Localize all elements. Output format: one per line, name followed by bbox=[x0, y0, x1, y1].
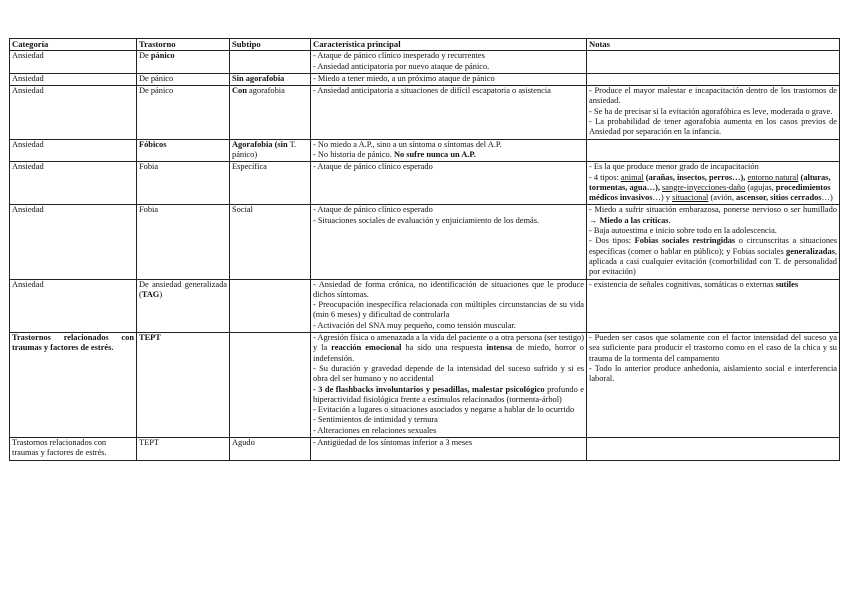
table-row bbox=[10, 51, 840, 74]
caracteristica-line: - Evitación a lugares o situaciones asociados y negarse a hablar de lo ocurrido bbox=[313, 405, 575, 415]
notas-text: o circunscritas a situaciones específicas (comer o hablar en público); y Fobias sociales bbox=[589, 236, 837, 256]
notas-bold: (alturas, tormentas, agua…), bbox=[589, 172, 831, 192]
cell-caracteristica: - Miedo a tener miedo, a un próximo ataque de pánico bbox=[311, 73, 587, 85]
notas-line bbox=[589, 173, 837, 204]
cell-notas bbox=[587, 139, 840, 162]
cell-subtipo bbox=[230, 279, 311, 332]
cell-trastorno bbox=[137, 279, 230, 332]
notas-bold: (arañas, insectos, perros…), bbox=[643, 172, 748, 182]
cell-notas bbox=[587, 51, 840, 74]
caracteristica-bold: No sufre nunca un A.P. bbox=[393, 149, 476, 159]
trastorno-text: ) bbox=[159, 289, 163, 299]
disorders-table bbox=[9, 38, 840, 461]
notas-text: (agujas, bbox=[745, 182, 776, 192]
cell-subtipo: Agudo bbox=[230, 437, 311, 460]
cell-categoria: Ansiedad bbox=[10, 86, 137, 139]
cell-subtipo bbox=[230, 51, 311, 74]
header-categoria: Categoría bbox=[10, 39, 137, 51]
notas-underline: entorno natural bbox=[747, 172, 799, 182]
cell-categoria: Trastornos relacionados con traumas y factores de estrés. bbox=[10, 333, 137, 438]
caracteristica-line bbox=[313, 333, 584, 364]
table-row bbox=[10, 86, 840, 139]
notas-line: - La probabilidad de tener agorafobia aumenta en los casos previos de Ansiedad por separación en la infancia. bbox=[589, 117, 837, 137]
caracteristica-text: ha sido una respuesta bbox=[401, 343, 487, 353]
table-row bbox=[10, 205, 840, 279]
caracteristica-text: profundo e hiperactividad fisiológica frente a estímulos relacionados (tormenta-árbol) bbox=[313, 384, 584, 404]
cell-trastorno bbox=[137, 51, 230, 74]
cell-notas bbox=[587, 162, 840, 205]
caracteristica-line: - Situaciones sociales de evaluación y enjuiciamiento de los demás. bbox=[313, 215, 540, 225]
cell-categoria: Ansiedad bbox=[10, 73, 137, 85]
notas-line: - Todo lo anterior produce anhedonia, aislamiento social e interferencia laboral. bbox=[589, 363, 837, 384]
subtipo-text: T. pánico) bbox=[232, 139, 297, 159]
cell-trastorno: TEPT bbox=[137, 333, 230, 438]
table-row bbox=[10, 333, 840, 438]
notas-text: - existencia de señales cognitivas, somáticas o externas bbox=[589, 279, 776, 289]
cell-trastorno: Fobia bbox=[137, 205, 230, 279]
cell-caracteristica bbox=[311, 333, 587, 438]
caracteristica-line: - Alteraciones en relaciones sexuales bbox=[313, 425, 437, 435]
cell-trastorno: TEPT bbox=[137, 437, 230, 460]
cell-caracteristica: - Antigüedad de los síntomas inferior a 3 meses bbox=[311, 437, 587, 460]
caracteristica-bold: reacción emocional bbox=[331, 343, 402, 353]
cell-caracteristica bbox=[311, 279, 587, 332]
cell-notas bbox=[587, 73, 840, 85]
header-subtipo: Subtipo bbox=[230, 39, 311, 51]
cell-categoria: Ansiedad bbox=[10, 279, 137, 332]
caracteristica-line: - Ataque de pánico clínico esperado bbox=[313, 205, 433, 215]
notas-bold: sutiles bbox=[775, 279, 799, 289]
cell-subtipo: Social bbox=[230, 205, 311, 279]
caracteristica-line bbox=[313, 385, 584, 406]
notas-line bbox=[589, 205, 837, 226]
caracteristica-bold: - 3 de flashbacks involuntarios y pesadillas, malestar psicológico bbox=[313, 384, 545, 394]
subtipo-bold: Con bbox=[232, 86, 247, 96]
caracteristica-line: - Ansiedad anticipatoria por nuevo ataque de pánico. bbox=[313, 61, 490, 71]
notas-text: - Dos tipos: bbox=[589, 236, 635, 246]
caracteristica-line: - No miedo a A.P., sino a un síntoma o síntomas del A.P. bbox=[313, 139, 502, 149]
subtipo-text: agorafobia bbox=[246, 86, 285, 96]
cell-notas bbox=[587, 86, 840, 139]
cell-subtipo bbox=[230, 139, 311, 162]
cell-subtipo bbox=[230, 86, 311, 139]
caracteristica-text: de miedo, horror o indefensión. bbox=[313, 343, 584, 363]
cell-caracteristica bbox=[311, 205, 587, 279]
cell-subtipo bbox=[230, 333, 311, 438]
cell-caracteristica: - Ansiedad anticipatoria a situaciones de difícil escapatoria o asistencia bbox=[311, 86, 587, 139]
cell-categoria: Ansiedad bbox=[10, 51, 137, 74]
cell-trastorno: De pánico bbox=[137, 86, 230, 139]
notas-line: - Pueden ser casos que solamente con el factor intensidad del suceso ya sea suficiente para producir el trastorno como en el caso de la chica y su trauma de la tormenta del campamento bbox=[589, 333, 837, 363]
caracteristica-bold: intensa bbox=[486, 343, 513, 353]
table-row bbox=[10, 139, 840, 162]
notas-line: - Produce el mayor malestar e incapacitación dentro de los trastornos de ansiedad. bbox=[589, 86, 837, 106]
cell-categoria: Ansiedad bbox=[10, 139, 137, 162]
caracteristica-line: - Activación del SNA muy pequeño, como tensión muscular. bbox=[313, 320, 516, 330]
notas-bold: procedimientos médicos invasivos bbox=[589, 182, 831, 203]
trastorno-bold: pánico bbox=[150, 51, 175, 61]
table-row bbox=[10, 162, 840, 205]
trastorno-text: De ansiedad generalizada ( bbox=[139, 279, 227, 299]
cell-trastorno: De pánico bbox=[137, 73, 230, 85]
caracteristica-line: - Ataque de pánico clínico inesperado y recurrentes bbox=[313, 51, 485, 61]
notas-line: - Se ha de precisar si la evitación agorafóbica es leve, moderada o grave. bbox=[589, 106, 833, 116]
notas-line: - Baja autoestima e inicio sobre todo en la adolescencia. bbox=[589, 226, 777, 236]
cell-trastorno: Fóbicos bbox=[137, 139, 230, 162]
notas-text: - Miedo a sufrir situación embarazosa, ponerse nervioso o ser humillado → bbox=[589, 205, 837, 225]
cell-categoria: Ansiedad bbox=[10, 205, 137, 279]
notas-line: - Es la que produce menor grado de incapacitación bbox=[589, 162, 759, 172]
notas-underline: animal bbox=[620, 172, 644, 182]
notas-bold: Miedo a las críticas bbox=[599, 215, 669, 225]
notas-text: - 4 tipos: bbox=[589, 172, 621, 182]
notas-text: …) bbox=[821, 193, 833, 203]
cell-notas bbox=[587, 205, 840, 279]
cell-caracteristica: - Ataque de pánico clínico esperado bbox=[311, 162, 587, 205]
cell-notas bbox=[587, 333, 840, 438]
caracteristica-text: - Agresión física o amenazada a la vida del paciente o a otra persona (ser testigo) y la bbox=[313, 333, 584, 353]
caracteristica-line: - Ansiedad de forma crónica, no identificación de situaciones que le produce dichos síntomas. bbox=[313, 279, 584, 299]
table-row bbox=[10, 73, 840, 85]
caracteristica-line: - Su duración y gravedad depende de la intensidad del suceso sufrido y si es obra del ser humano y no accidental bbox=[313, 363, 584, 384]
cell-trastorno: Fobia bbox=[137, 162, 230, 205]
cell-caracteristica bbox=[311, 51, 587, 74]
trastorno-text: De bbox=[139, 51, 151, 61]
caracteristica-line: - Preocupación inespecífica relacionada con múltiples circunstancias de su vida (min 6 meses) y dificultad de controlarla bbox=[313, 300, 584, 320]
table-row bbox=[10, 437, 840, 460]
cell-categoria: Ansiedad bbox=[10, 162, 137, 205]
subtipo-bold: Agorafobia (sin bbox=[232, 139, 288, 149]
trastorno-bold: TAG bbox=[141, 289, 160, 299]
cell-subtipo: Sin agorafobia bbox=[230, 73, 311, 85]
cell-caracteristica bbox=[311, 139, 587, 162]
header-caracteristica: Característica principal bbox=[311, 39, 587, 51]
cell-categoria: Trastornos relacionados con traumas y factores de estrés. bbox=[10, 437, 137, 460]
cell-notas bbox=[587, 437, 840, 460]
notas-bold: ascensor, sitios cerrados bbox=[736, 193, 822, 203]
cell-notas bbox=[587, 279, 840, 332]
notas-underline: sangre-inyecciones-daño bbox=[662, 182, 746, 192]
cell-subtipo: Específica bbox=[230, 162, 311, 205]
header-trastorno: Trastorno bbox=[137, 39, 230, 51]
header-row bbox=[10, 39, 840, 51]
notas-text: . bbox=[668, 215, 671, 225]
notas-text: , aplicada a casi cualquier evitación (comorbilidad con T. de personalidad por evitación) bbox=[589, 246, 837, 277]
header-notas: Notas bbox=[587, 39, 840, 51]
table-row bbox=[10, 279, 840, 332]
caracteristica-line: - Sentimientos de intimidad y ternura bbox=[313, 415, 438, 425]
caracteristica-text: - No historia de pánico. bbox=[313, 149, 394, 159]
notas-line bbox=[589, 236, 837, 277]
notas-bold: generalizadas bbox=[786, 246, 835, 256]
notas-text: …) y bbox=[652, 193, 673, 203]
caracteristica-line bbox=[313, 150, 584, 160]
notas-text: (avión, bbox=[708, 193, 737, 203]
notas-underline: situacional bbox=[672, 193, 709, 203]
notas-bold: Fobias sociales restringidas bbox=[634, 236, 736, 246]
